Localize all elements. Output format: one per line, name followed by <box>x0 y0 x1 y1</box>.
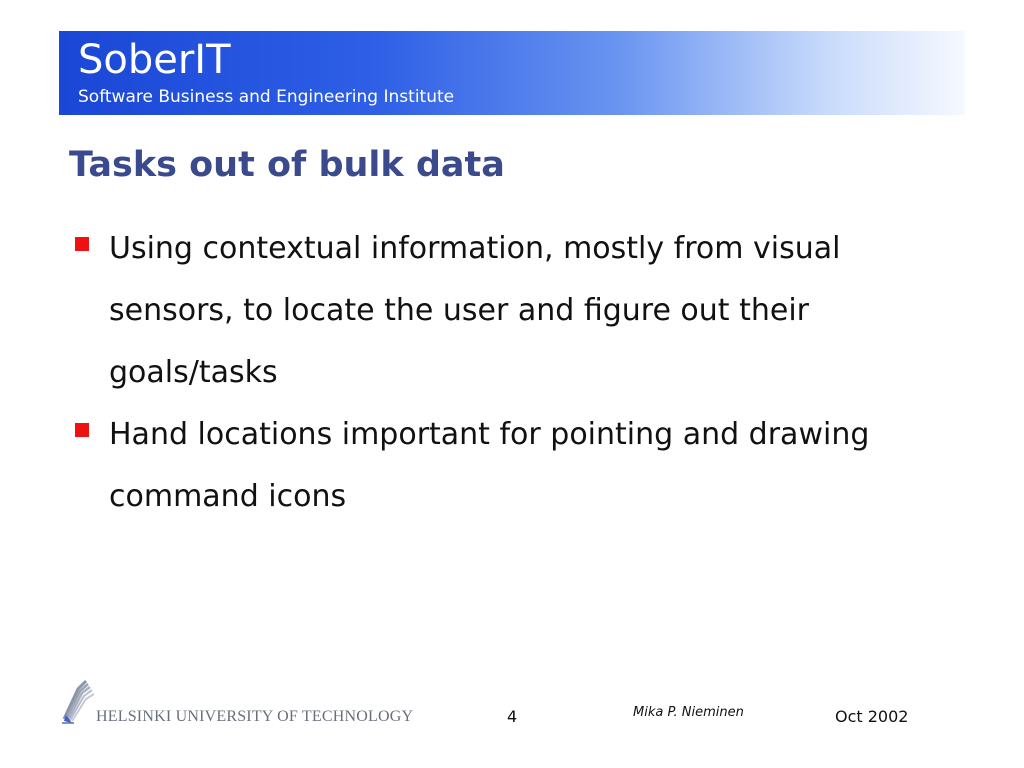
slide-title: Tasks out of bulk data <box>69 145 505 185</box>
bullet-text: Hand locations important for pointing and drawing command icons <box>109 417 870 514</box>
bullet-item <box>74 218 974 404</box>
slide-date: Oct 2002 <box>835 707 909 726</box>
slide-footer <box>0 675 1024 735</box>
bullet-item <box>74 404 974 528</box>
page-number: 4 <box>507 707 518 726</box>
author-name: Mika P. Nieminen <box>633 705 744 720</box>
red-square-bullet-icon <box>75 423 89 437</box>
brand-name: SoberIT <box>78 37 231 83</box>
red-square-bullet-icon <box>75 237 89 251</box>
hut-wing-logo-icon <box>60 675 100 727</box>
brand-subtitle: Software Business and Engineering Institute <box>78 87 455 107</box>
bullet-list <box>74 218 974 528</box>
bullet-text: Using contextual information, mostly from visual sensors, to locate the user and figure out their goals/tasks <box>109 231 841 390</box>
university-name: HELSINKI UNIVERSITY OF TECHNOLOGY <box>96 708 414 725</box>
